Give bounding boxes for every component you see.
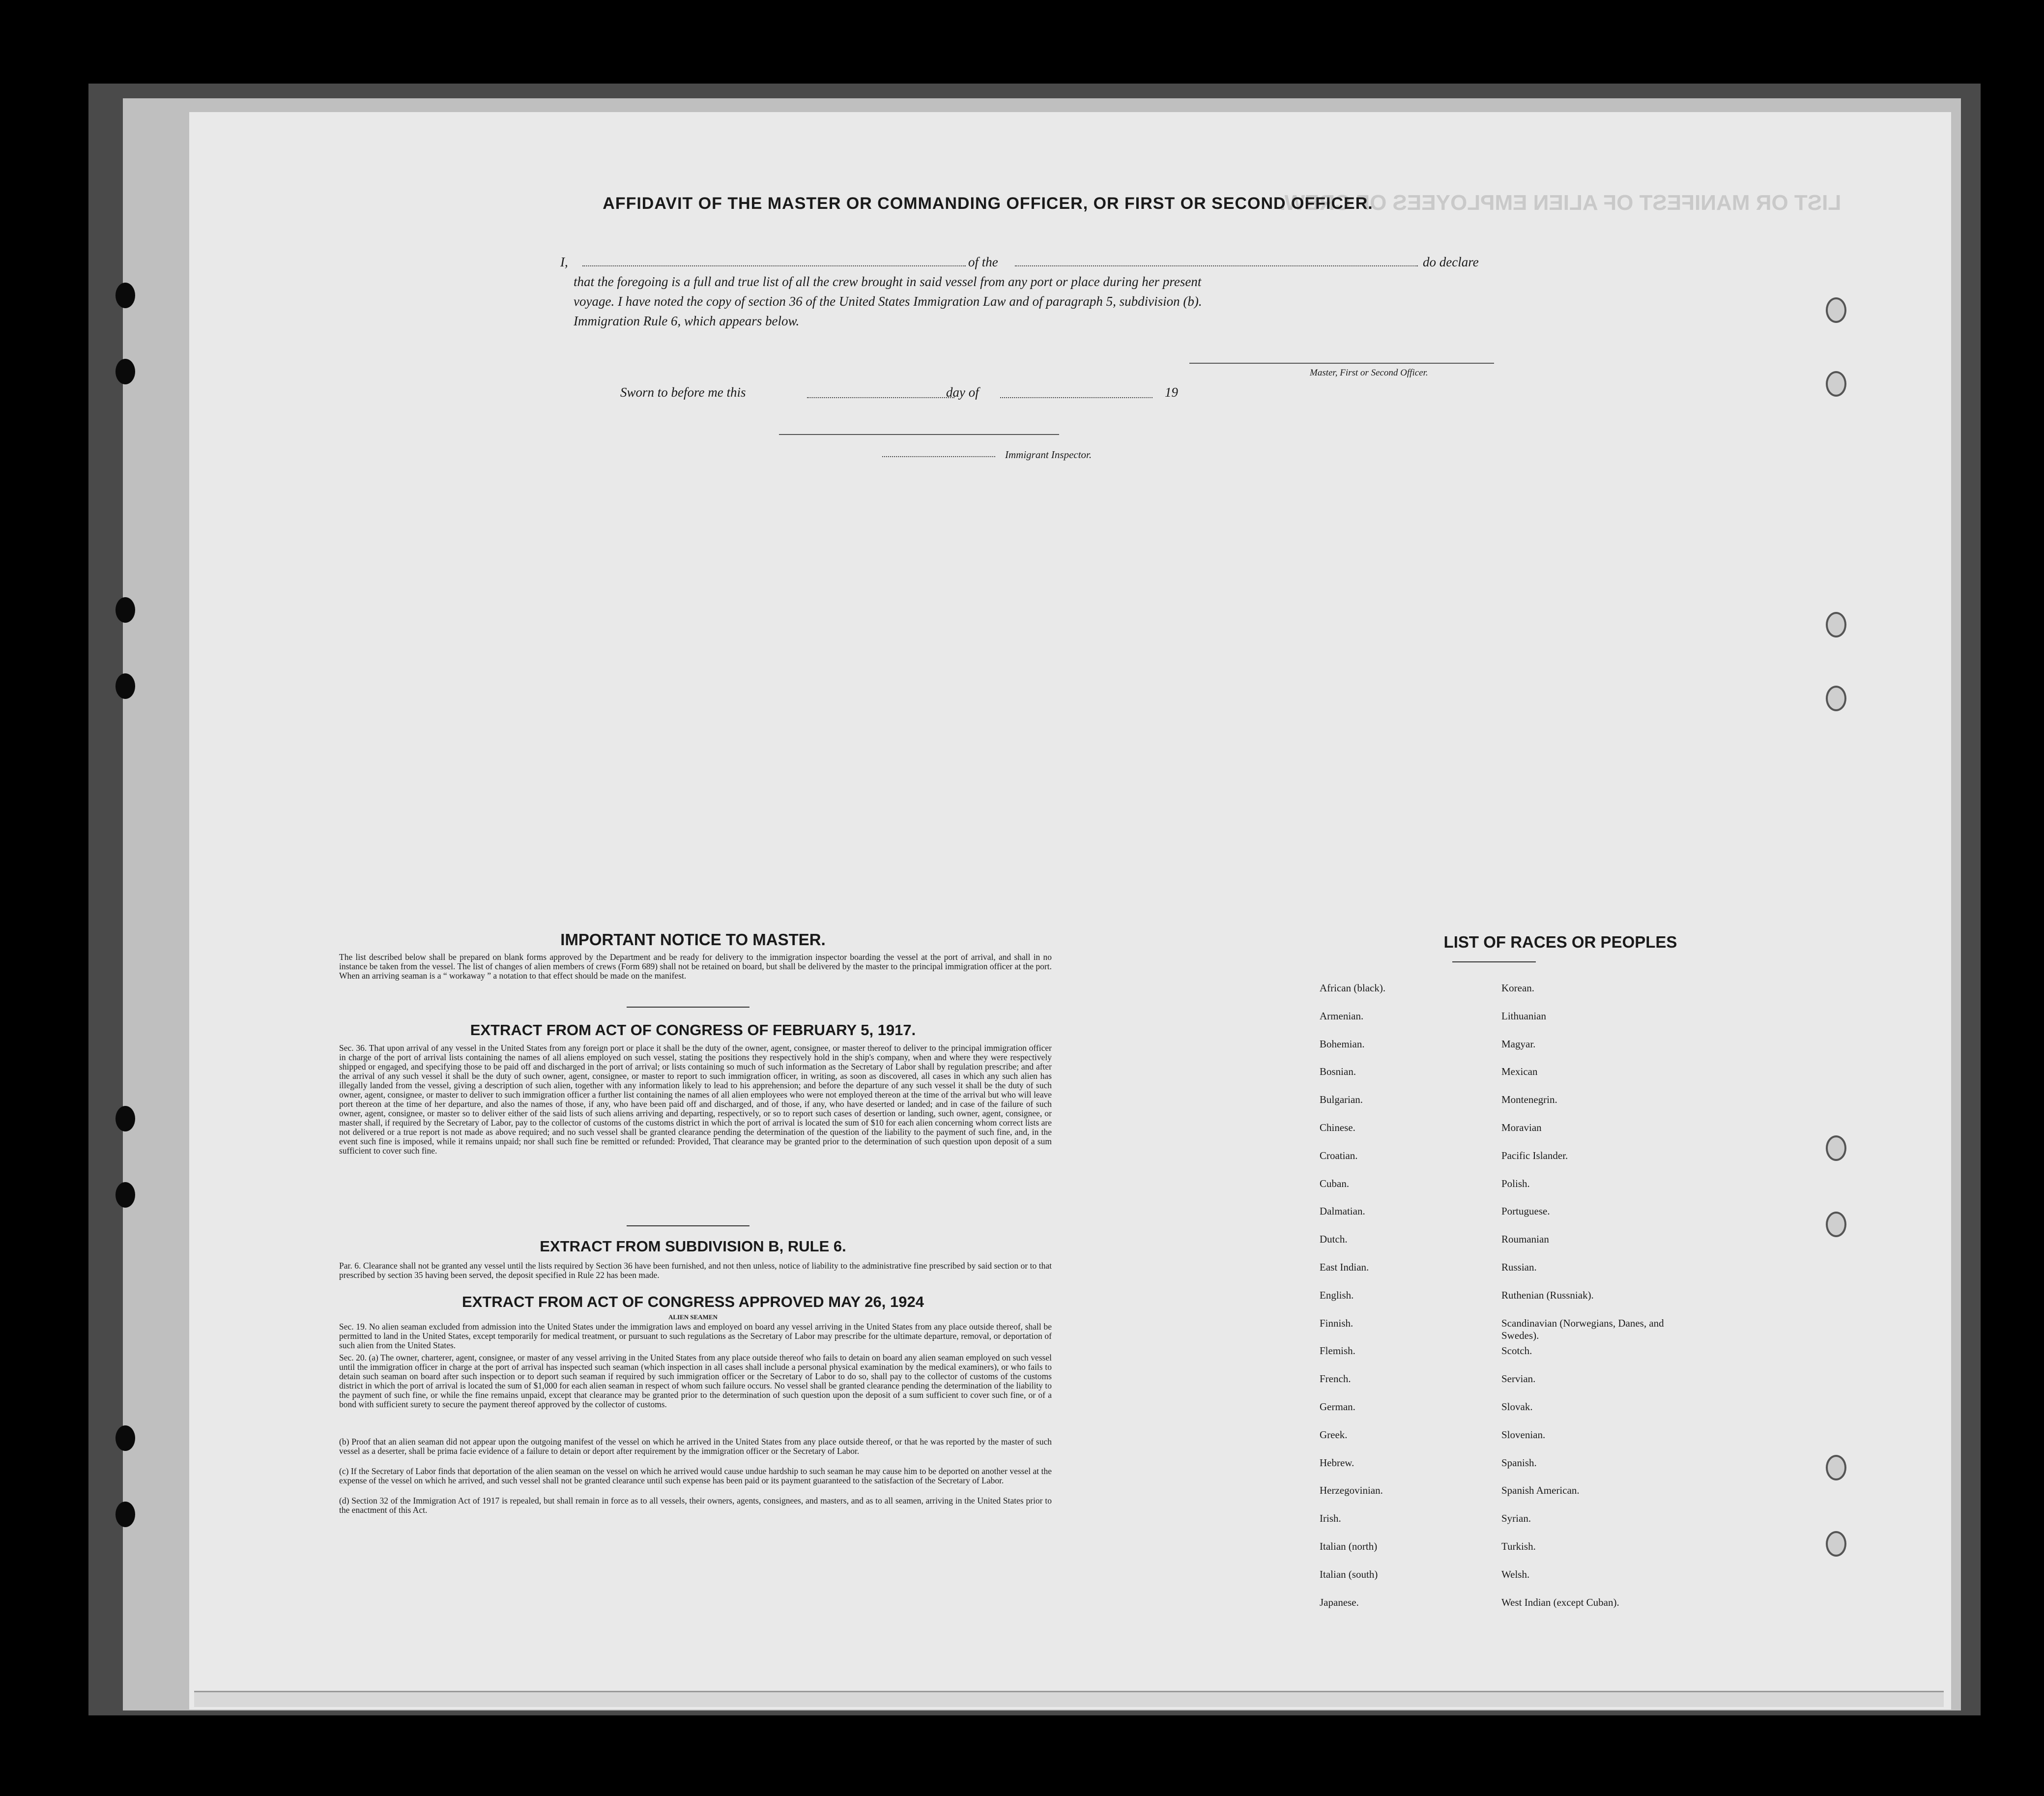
binder-hole: [115, 597, 135, 623]
affidavit-line4: Immigration Rule 6, which appears below.: [574, 314, 800, 328]
races-divider: [1452, 961, 1536, 962]
affidavit-title: AFFIDAVIT OF THE MASTER OR COMMANDING OFFICER, OR FIRST OR SECOND OFFICER.: [603, 194, 1373, 213]
race-item: German.: [1320, 1401, 1355, 1413]
right-punch-hole: [1826, 686, 1846, 711]
race-item: French.: [1320, 1373, 1351, 1385]
races-title: LIST OF RACES OR PEOPLES: [1443, 933, 1677, 951]
right-punch-hole: [1826, 371, 1846, 397]
race-item: Chinese.: [1320, 1122, 1355, 1133]
race-item: Welsh.: [1501, 1568, 1530, 1580]
race-item: Servian.: [1501, 1373, 1536, 1385]
document-page: [189, 112, 1951, 1709]
race-item: Moravian: [1501, 1122, 1542, 1133]
inspector-line-2: [882, 456, 995, 457]
right-punch-hole: [1826, 1212, 1846, 1237]
binder-hole: [115, 673, 135, 699]
race-item: Russian.: [1501, 1261, 1537, 1273]
race-item: Korean.: [1501, 982, 1535, 994]
affidavit-do-declare: do declare: [1423, 255, 1479, 269]
race-item: African (black).: [1320, 982, 1386, 994]
divider-1: [627, 1007, 749, 1008]
binder-hole: [115, 283, 135, 308]
extract-1917-text: Sec. 36. That upon arrival of any vessel in the United States from any foreign port or place it shall be the duty of the owner, agent, consignee, or master thereof to deliver to the principal immigration officer in charge of the port of arrival lists containing the names of all aliens employed on such vessel, stating the positions they respectively hold in the ship's company, when and where they were respectively shipped or engaged, and specifying those to be paid off and discharged in the port of arrival; or lists containing so much of such information as the Secretary of Labor shall by regulation prescribe; and after the arrival of any such vessel it shall be the duty of such owner, agent, consignee, or master to report to such immigration officer, in writing, as soon as discovered, all cases in which any such alien has illegally landed from the vessel, giving a description of such alien, together with any information likely to lead to his apprehension; and before the departure of any such vessel it shall be the duty of such owner, agent, consignee, or master to deliver to such immigration officer a further list containing the names of all alien employees who were not employed thereon at the time of the arrival but who will leave port thereon at the time of her departure, and also the names of those, if any, who have been paid off and discharged, and of those, if any, who have deserted or landed; and in case of the failure of such owner, agent, consignee, or master so to deliver either of the said lists of such aliens arriving and departing, respectively, or so to report such cases of desertion or landing, such owner, agent, consignee, or master shall, if required by the Secretary of Labor, pay to the collector of customs of the customs district in which the port of arrival is located the sum of $10 for each alien concerning whom correct lists are not delivered or a true report is not made as above required; and no such vessel shall be granted clearance pending the determination of the question of the liability to the payment of such fine, and, in the event such fine is imposed, while it remains unpaid; nor shall such fine be remitted or refunded: Provided, That clearance may be granted prior to the determination of such question upon deposit of a sum sufficient to cover such fine.: [339, 1043, 1052, 1156]
race-item: Herzegovinian.: [1320, 1484, 1383, 1497]
extract-1924-subtitle: ALIEN SEAMEN: [668, 1313, 718, 1321]
binder-hole: [115, 1425, 135, 1451]
race-item: Slovak.: [1501, 1401, 1533, 1413]
race-item: Bulgarian.: [1320, 1094, 1363, 1106]
race-item: Scotch.: [1501, 1345, 1532, 1357]
signature-label: Master, First or Second Officer.: [1310, 368, 1428, 378]
extract-1924-sec19: Sec. 19. No alien seaman excluded from admission into the United States under the immigration laws and employed on board any vessel arriving in the United States from any place outside thereof, shall be permitted to land in the United States, except temporarily for medical treatment, or pursuant to such regulations as the Secretary of Labor may prescribe for the ultimate departure, removal, or deportation of such alien from the United States.: [339, 1322, 1052, 1350]
race-item: Bosnian.: [1320, 1066, 1356, 1078]
extract-1924-sec20d: (d) Section 32 of the Immigration Act of 1917 is repealed, but shall remain in force as to all vessels, their owners, agents, consignees, and masters, and as to all seamen, arriving in the United States prior to the enactment of this Act.: [339, 1496, 1052, 1515]
day-of-text: day of: [946, 385, 979, 400]
notice-title: IMPORTANT NOTICE TO MASTER.: [560, 930, 826, 949]
race-item: Italian (north): [1320, 1540, 1378, 1552]
binder-hole: [115, 1106, 135, 1131]
affidavit-i: I,: [560, 255, 568, 269]
signature-line: [1189, 363, 1494, 364]
page-bottom-edge: [194, 1691, 1944, 1707]
race-item: Greek.: [1320, 1428, 1348, 1441]
race-item: Syrian.: [1501, 1512, 1531, 1525]
race-item: Flemish.: [1320, 1345, 1355, 1357]
right-punch-hole: [1826, 1531, 1846, 1557]
race-item: West Indian (except Cuban).: [1501, 1596, 1619, 1608]
divider-2: [627, 1225, 749, 1226]
race-item: Bohemian.: [1320, 1038, 1365, 1050]
year-prefix: 19: [1165, 385, 1178, 400]
race-item: Spanish American.: [1501, 1484, 1580, 1497]
race-item: Irish.: [1320, 1512, 1341, 1525]
notice-text: The list described below shall be prepared on blank forms approved by the Department and be ready for delivery to the immigration inspector boarding the vessel at the port of arrival, and shall in no instance be taken from the vessel. The list of changes of alien members of crews (Form 689) shall not be retained on board, but shall be delivered by the master to the principal immigration officer at the port. When an arriving seaman is a “ workaway ” a notation to that effect should be made on the manifest.: [339, 952, 1052, 981]
race-item: East Indian.: [1320, 1261, 1369, 1273]
extract-1924-sec20b: (b) Proof that an alien seaman did not appear upon the outgoing manifest of the vessel on which he arrived in the United States from any place outside thereof, or that he was reported by the master of such vessel as a deserter, shall be prima facie evidence of a failure to detain or deport after requirement by the immigration officer or the Secretary of Labor.: [339, 1437, 1052, 1456]
extract-1924-sec20a: Sec. 20. (a) The owner, charterer, agent, consignee, or master of any vessel arriving in the United States from any place outside thereof who fails to detain on board any alien seaman employed on such vessel until the immigration officer in charge at the port of arrival has inspected such seaman (which inspection in all cases shall include a personal physical examination by the medical examiners), or who fails to detain such seaman on board after such inspection or to deport such seaman if required by such immigration officer or the Secretary of Labor to do so, shall pay to the collector of customs of the customs district in which the port of arrival is located the sum of $1,000 for each alien seaman in respect of whom such failure occurs. No vessel shall be granted clearance pending the determination of the liability to the payment of such fine, or while the fine remains unpaid, except that clearance may be granted prior to the determination of such question upon the deposit of a sum sufficient to cover such fine, or of a bond with sufficient surety to secure the payment thereof approved by the collector of customs.: [339, 1353, 1052, 1409]
binder-hole: [115, 1182, 135, 1208]
race-item: Hebrew.: [1320, 1456, 1354, 1469]
race-item: English.: [1320, 1289, 1354, 1301]
race-item: Spanish.: [1501, 1456, 1537, 1469]
extract-1917-title: EXTRACT FROM ACT OF CONGRESS OF FEBRUARY 5, 1917.: [470, 1021, 916, 1039]
race-item: Finnish.: [1320, 1317, 1353, 1329]
right-punch-hole: [1826, 612, 1846, 637]
race-item: Ruthenian (Russniak).: [1501, 1289, 1594, 1301]
race-item: Turkish.: [1501, 1540, 1536, 1552]
race-item: Roumanian: [1501, 1233, 1549, 1246]
race-item: Polish.: [1501, 1177, 1530, 1189]
race-item: Scandinavian (Norwegians, Danes, and Swedes).: [1501, 1317, 1664, 1341]
subdivision-text: Par. 6. Clearance shall not be granted any vessel until the lists required by Section 36 have been furnished, and not then unless, notice of liability to the administrative fine prescribed by said section or to that prescribed by section 35 having been served, the deposit specified in Rule 22 has been made.: [339, 1261, 1052, 1280]
race-item: Croatian.: [1320, 1149, 1358, 1161]
race-item: Lithuanian: [1501, 1010, 1546, 1022]
race-item: Armenian.: [1320, 1010, 1364, 1022]
bleed-through-header: LIST OR MANIFEST OF ALIEN EMPLOYEES OF CREW.: [1279, 191, 1842, 215]
subdivision-title: EXTRACT FROM SUBDIVISION B, RULE 6.: [540, 1238, 846, 1255]
extract-1924-sec20c: (c) If the Secretary of Labor finds that deportation of the alien seaman on the vessel on which he arrived would cause undue hardship to such seaman he may cause him to be deported on another vessel at the expense of the vessel on which he arrived, and such vessel shall not be granted clearance until such expense has been paid or its payment guaranteed to the satisfaction of the Secretary of Labor.: [339, 1466, 1052, 1485]
right-punch-hole: [1826, 297, 1846, 323]
sworn-text: Sworn to before me this: [620, 385, 746, 400]
month-blank: [1000, 397, 1152, 398]
race-item: Montenegrin.: [1501, 1094, 1557, 1106]
race-item: Cuban.: [1320, 1177, 1350, 1189]
race-item: Dalmatian.: [1320, 1205, 1365, 1217]
race-item: Dutch.: [1320, 1233, 1348, 1246]
race-item: Italian (south): [1320, 1568, 1378, 1580]
race-item: Mexican: [1501, 1066, 1538, 1078]
binder-hole: [115, 1502, 135, 1527]
race-item: Slovenian.: [1501, 1428, 1546, 1441]
affidavit-of-the: of the: [968, 255, 998, 269]
race-item: Pacific Islander.: [1501, 1149, 1568, 1161]
race-item: Magyar.: [1501, 1038, 1536, 1050]
binder-hole: [115, 359, 135, 384]
right-punch-hole: [1826, 1455, 1846, 1480]
race-item: Portuguese.: [1501, 1205, 1550, 1217]
affidavit-line2: that the foregoing is a full and true list of all the crew brought in said vessel from any port or place during her present: [574, 274, 1202, 289]
extract-1924-title: EXTRACT FROM ACT OF CONGRESS APPROVED MAY 26, 1924: [462, 1293, 924, 1310]
inspector-label: Immigrant Inspector.: [1005, 449, 1092, 461]
affidavit-line3: voyage. I have noted the copy of section 36 of the United States Immigration Law and of paragraph 5, subdivision (b).: [574, 294, 1202, 309]
sworn-day-blank: [807, 397, 954, 398]
right-punch-hole: [1826, 1135, 1846, 1161]
race-item: Japanese.: [1320, 1596, 1359, 1608]
vessel-blank: [1015, 265, 1418, 266]
inspector-line-1: [779, 434, 1059, 435]
name-blank: [582, 265, 966, 266]
